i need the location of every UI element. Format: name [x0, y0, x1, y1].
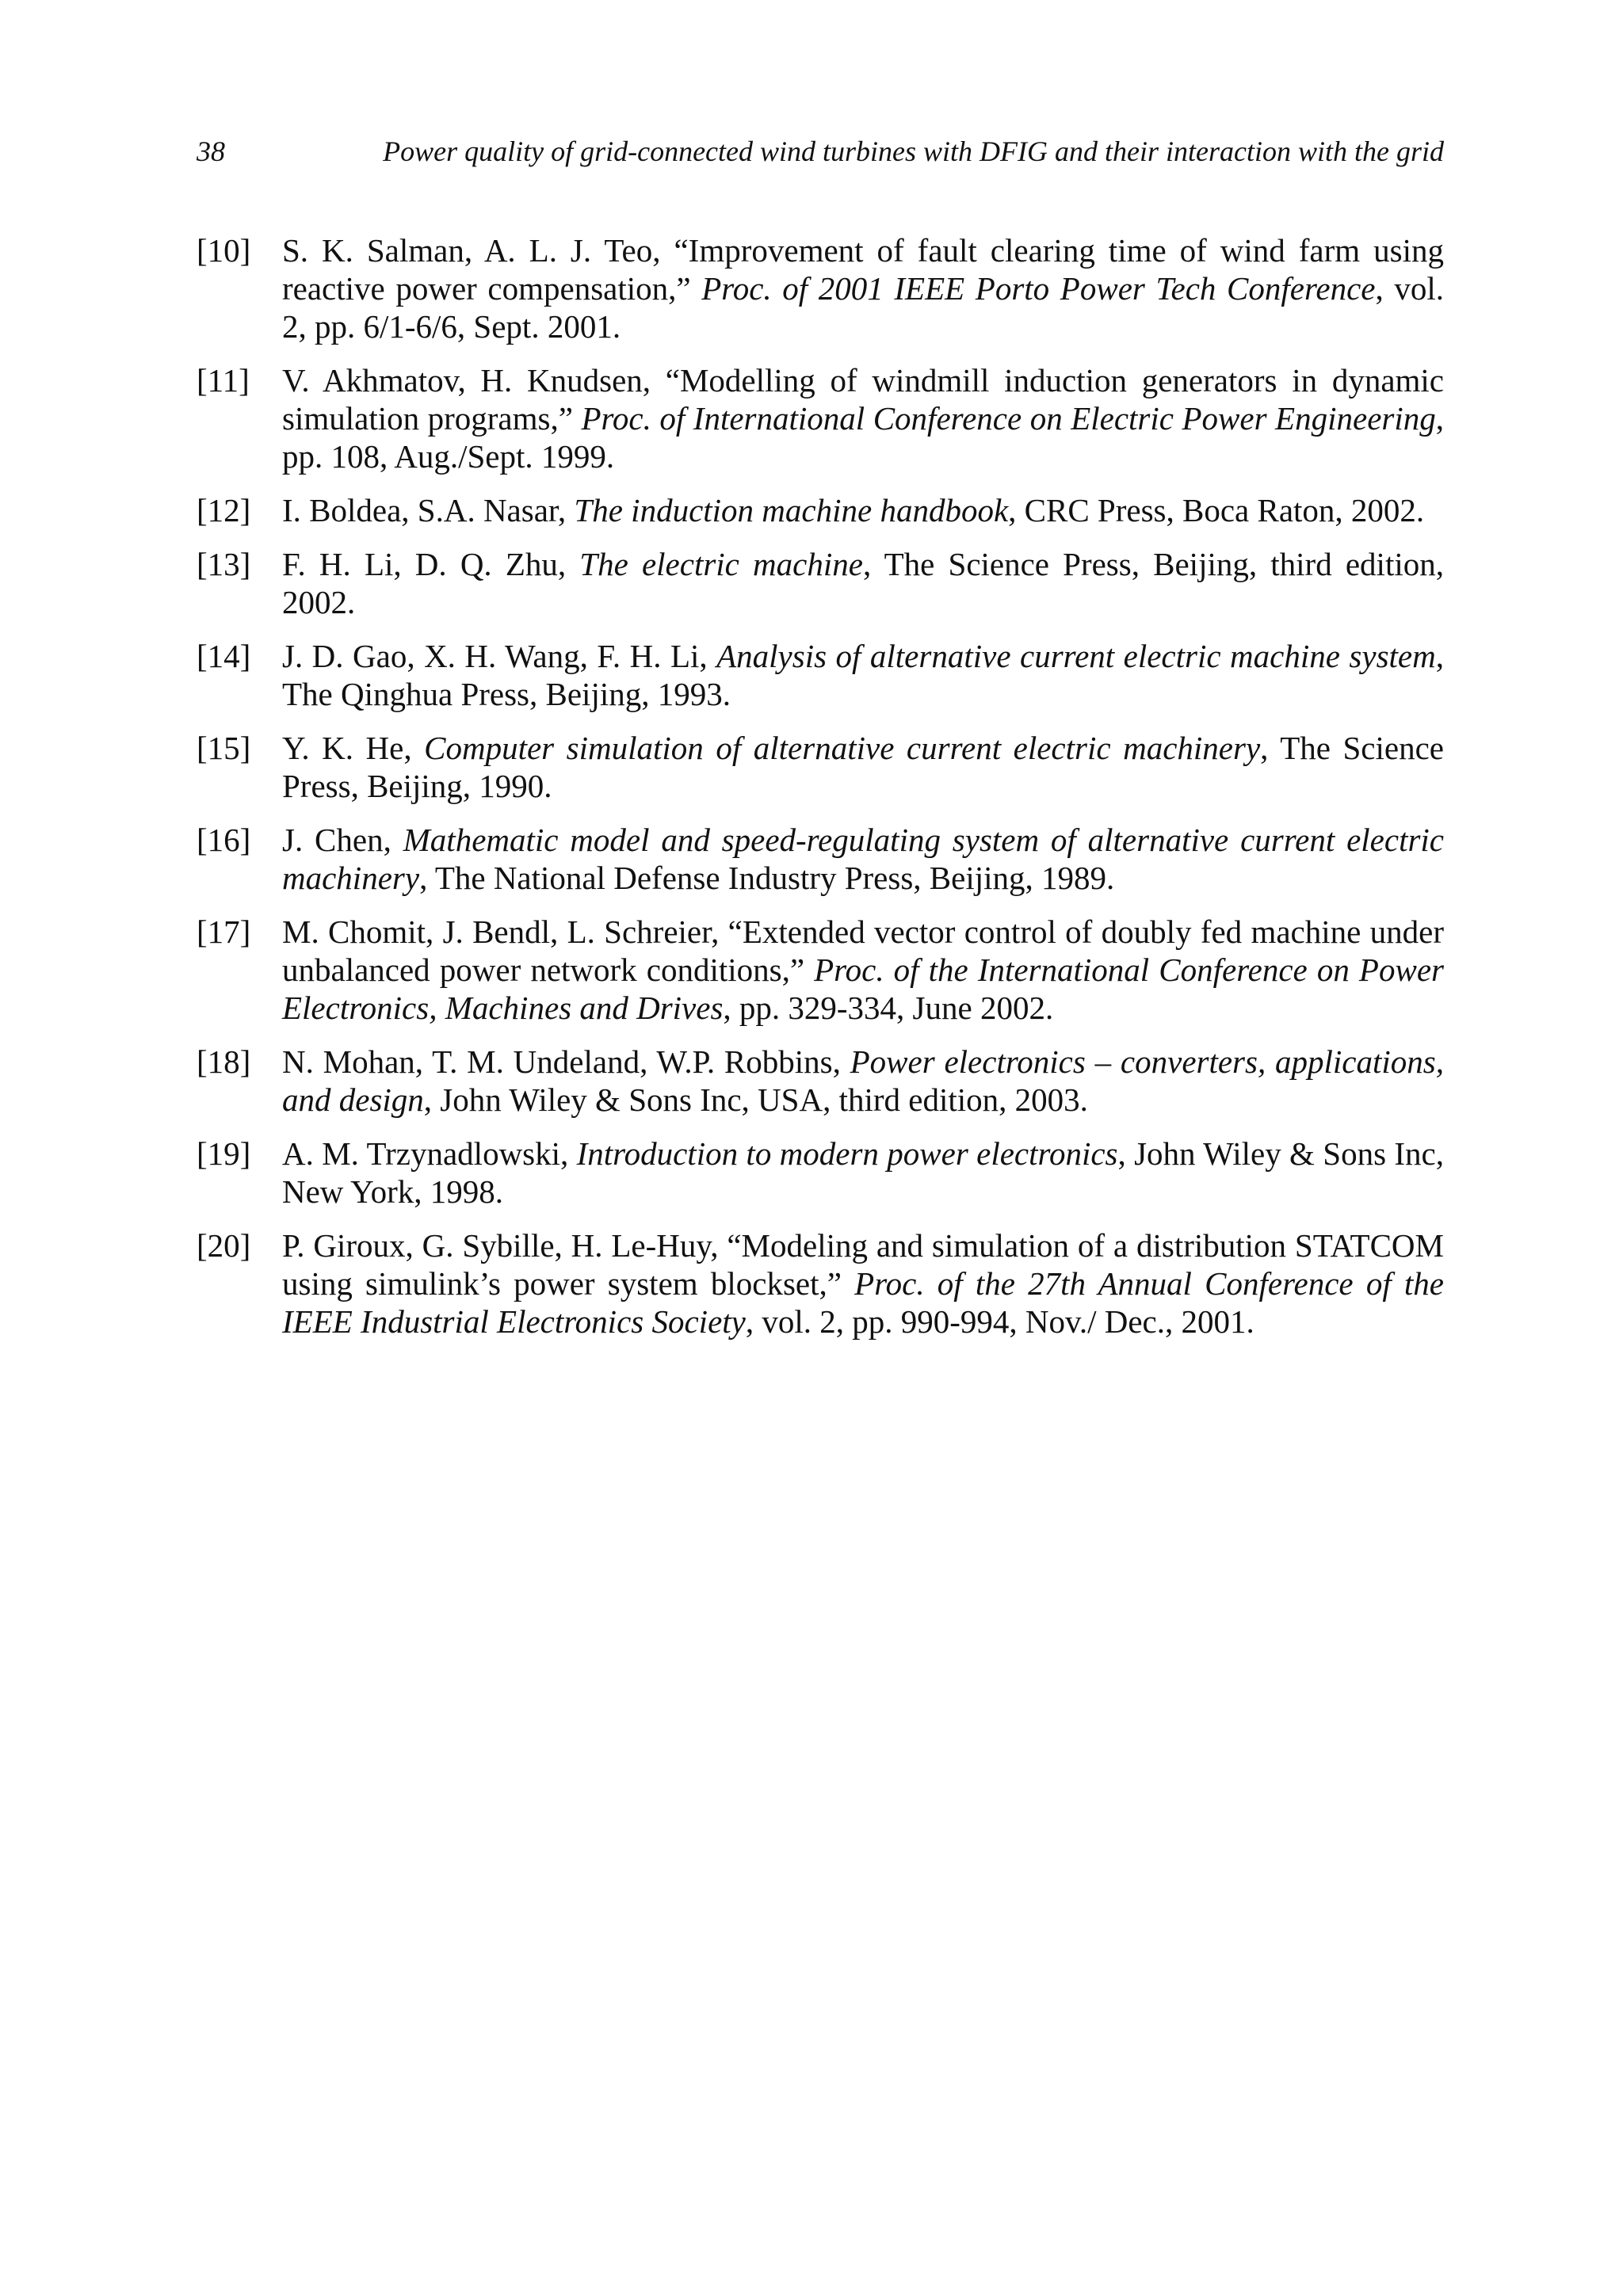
reference-number: [12]: [197, 492, 251, 528]
page-number: 38: [197, 135, 225, 167]
reference-text-segment: Y. K. He,: [282, 730, 425, 766]
reference-text: [282, 1135, 1444, 1211]
reference-entry: [197, 1043, 1444, 1119]
reference-entry: [197, 545, 1444, 621]
reference-text-segment: , John Wiley & Sons Inc, USA, third edition, 2003.: [423, 1081, 1088, 1118]
reference-italic-segment: Power electronics – converters, applications, and design: [282, 1043, 1444, 1118]
reference-text-segment: M. Chomit, J. Bendl, L. Schreier, “Extended vector control of doubly fed machine under unbalanced power network conditions,”: [282, 913, 1444, 988]
reference-italic-segment: The electric machine: [579, 546, 863, 582]
reference-number: [10]: [197, 232, 251, 269]
reference-text-segment: F. H. Li, D. Q. Zhu,: [282, 546, 580, 582]
reference-text: [282, 491, 1444, 529]
reference-text: [282, 361, 1444, 475]
reference-text: [282, 637, 1444, 713]
reference-italic-segment: Proc. of the International Conference on Power Electronics, Machines and Drives: [282, 952, 1444, 1026]
reference-text-segment: , John Wiley & Sons Inc, New York, 1998.: [282, 1135, 1444, 1210]
reference-text-segment: J. Chen,: [282, 822, 403, 858]
reference-number: [15]: [197, 730, 251, 766]
reference-text-segment: , CRC Press, Boca Raton, 2002.: [1008, 492, 1425, 528]
reference-text-segment: J. D. Gao, X. H. Wang, F. H. Li,: [282, 638, 717, 674]
reference-entry: [197, 821, 1444, 897]
reference-text-segment: , pp. 329-334, June 2002.: [723, 990, 1054, 1026]
reference-text-segment: V. Akhmatov, H. Knudsen, “Modelling of windmill induction generators in dynamic simulation programs,”: [282, 362, 1444, 437]
reference-italic-segment: Proc. of 2001 IEEE Porto Power Tech Conference: [701, 270, 1376, 307]
reference-text: [282, 1226, 1444, 1341]
reference-text-segment: A. M. Trzynadlowski,: [282, 1135, 577, 1172]
reference-text-segment: N. Mohan, T. M. Undeland, W.P. Robbins,: [282, 1043, 850, 1080]
reference-text-segment: , The Science Press, Beijing, 1990.: [282, 730, 1444, 804]
reference-entry: [197, 231, 1444, 345]
reference-text-segment: S. K. Salman, A. L. J. Teo, “Improvement of fault clearing time of wind farm using reactive power compensation,”: [282, 232, 1444, 307]
running-header: [197, 133, 1444, 170]
reference-text-segment: , vol. 2, pp. 990-994, Nov./ Dec., 2001.: [745, 1303, 1254, 1340]
reference-text-segment: , The National Defense Industry Press, Beijing, 1989.: [419, 860, 1115, 896]
reference-text-segment: , vol. 2, pp. 6/1-6/6, Sept. 2001.: [282, 270, 1444, 345]
reference-text-segment: , The Qinghua Press, Beijing, 1993.: [282, 638, 1444, 712]
reference-number: [13]: [197, 546, 251, 582]
reference-italic-segment: Computer simulation of alternative current electric machinery: [424, 730, 1261, 766]
reference-entry: [197, 913, 1444, 1027]
reference-text: [282, 545, 1444, 621]
reference-italic-segment: Proc. of International Conference on Electric Power Engineering: [581, 400, 1436, 437]
reference-text: [282, 913, 1444, 1027]
reference-text: [282, 1043, 1444, 1119]
reference-number: [16]: [197, 822, 251, 858]
reference-text-segment: , pp. 108, Aug./Sept. 1999.: [282, 400, 1444, 475]
reference-number: [20]: [197, 1227, 251, 1264]
reference-entry: [197, 491, 1444, 529]
running-title: Power quality of grid-connected wind turbines with DFIG and their interaction with the grid: [383, 135, 1444, 167]
reference-italic-segment: Introduction to modern power electronics: [576, 1135, 1118, 1172]
reference-text-segment: I. Boldea, S.A. Nasar,: [282, 492, 575, 528]
reference-entry: [197, 637, 1444, 713]
reference-entry: [197, 729, 1444, 805]
reference-text-segment: , The Science Press, Beijing, third edition, 2002.: [282, 546, 1444, 620]
reference-number: [18]: [197, 1043, 251, 1080]
reference-text: [282, 729, 1444, 805]
reference-text-segment: P. Giroux, G. Sybille, H. Le-Huy, “Modeling and simulation of a distribution STATCOM using simulink’s power system blockset,”: [282, 1227, 1444, 1302]
reference-text: [282, 821, 1444, 897]
reference-number: [14]: [197, 638, 251, 674]
reference-italic-segment: Analysis of alternative current electric machine system: [716, 638, 1436, 674]
reference-number: [17]: [197, 913, 251, 950]
reference-list: [197, 231, 1444, 1356]
reference-number: [11]: [197, 362, 250, 399]
reference-italic-segment: The induction machine handbook: [574, 492, 1009, 528]
reference-entry: [197, 1226, 1444, 1341]
reference-number: [19]: [197, 1135, 251, 1172]
reference-italic-segment: Proc. of the 27th Annual Conference of the IEEE Industrial Electronics Society: [282, 1265, 1444, 1340]
reference-italic-segment: Mathematic model and speed-regulating system of alternative current electric machinery: [282, 822, 1445, 896]
reference-text: [282, 231, 1444, 345]
reference-entry: [197, 361, 1444, 475]
reference-entry: [197, 1135, 1444, 1211]
